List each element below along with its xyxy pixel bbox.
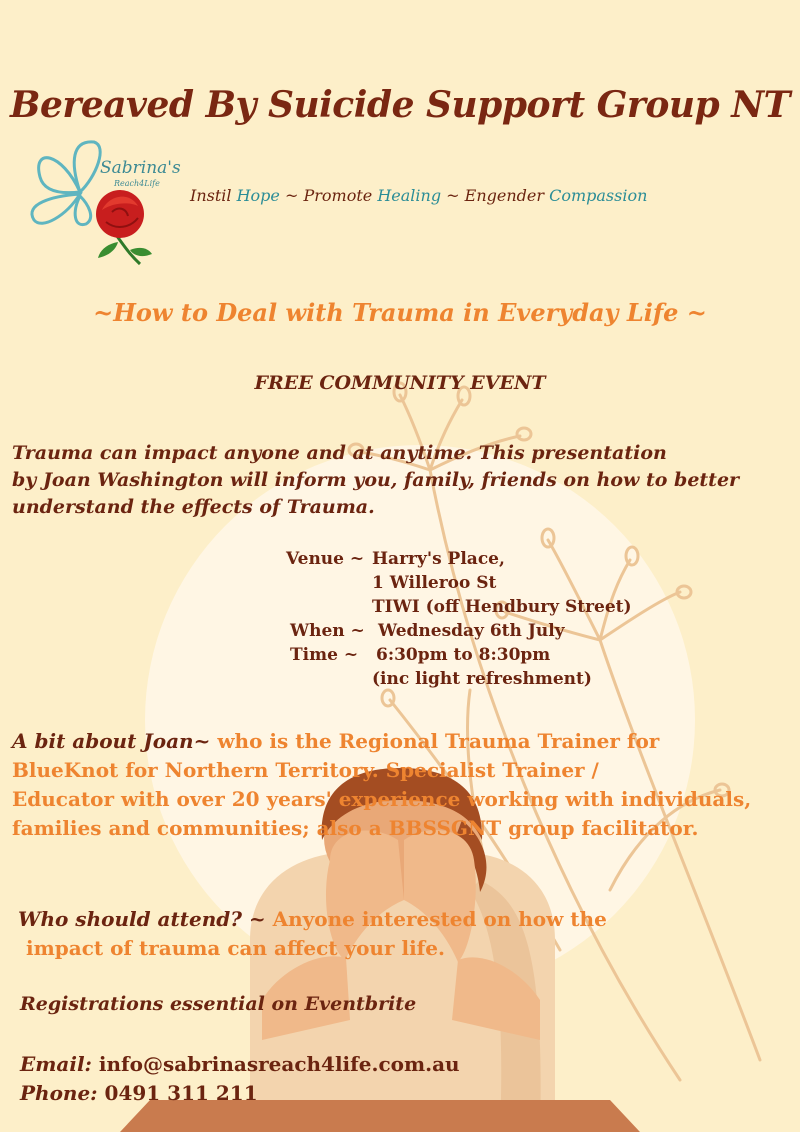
time-value: 6:30pm to 8:30pm [376,645,551,665]
venue-line: Harry's Place, [372,549,505,569]
intro-line: Trauma can impact anyone and at anytime. This presentation [12,442,667,464]
sabrinas-logo [22,132,192,272]
tagline-compassion: Compassion [549,186,648,205]
event-subtitle: ~How to Deal with Trauma in Everyday Life ~ [93,298,707,327]
phone-label: Phone: [20,1081,98,1105]
contact-info [20,1050,460,1108]
butterfly-icon [32,142,100,225]
about-joan [12,727,792,843]
when-label: When ~ [290,621,365,641]
about-lead: A bit about Joan~ [12,729,211,753]
email-label: Email: [20,1052,92,1076]
venue-line: TIWI (off Hendbury Street) [372,597,632,617]
attend-line: impact of trauma can affect your life. [26,936,445,960]
about-line: families and communities; also a BBSSGNT group facilitator. [12,816,699,840]
tagline [190,186,647,205]
time-label: Time ~ [290,645,359,665]
intro-paragraph [12,440,772,521]
attend-line: Anyone interested on how the [265,907,607,931]
time-note: (inc light refreshment) [372,669,592,689]
phone-number[interactable]: 0491 311 211 [97,1081,258,1105]
logo-name: Sabrina's [100,158,181,178]
intro-line: by Joan Washington will inform you, family, friends on how to better [12,469,740,491]
when-value: Wednesday 6th July [378,621,565,641]
venue-label: Venue ~ [286,549,365,569]
registration-note: Registrations essential on Eventbrite [20,993,417,1015]
intro-line: understand the effects of Trauma. [12,496,375,518]
who-should-attend [18,905,718,963]
venue-line: 1 Willeroo St [372,573,497,593]
logo-subtext: Reach4Life [114,179,160,188]
tagline-healing: Healing [377,186,442,205]
tagline-hope: Hope [236,186,280,205]
about-line: BlueKnot for Northern Territory. Specialist Trainer / [12,758,599,782]
about-line: Educator with over 20 years' experience working with individuals, [12,787,752,811]
tagline-text: ~ Promote [279,186,378,205]
rose-icon [96,190,152,264]
tagline-text: Instil [190,186,237,205]
tagline-text: ~ Engender [441,186,550,205]
page-title: Bereaved By Suicide Support Group NT [10,84,790,126]
free-event-heading: FREE COMMUNITY EVENT [254,372,546,394]
attend-lead: Who should attend? ~ [18,907,266,931]
email-link[interactable]: info@sabrinasreach4life.com.au [91,1052,460,1076]
about-line: who is the Regional Trauma Trainer for [210,729,660,753]
